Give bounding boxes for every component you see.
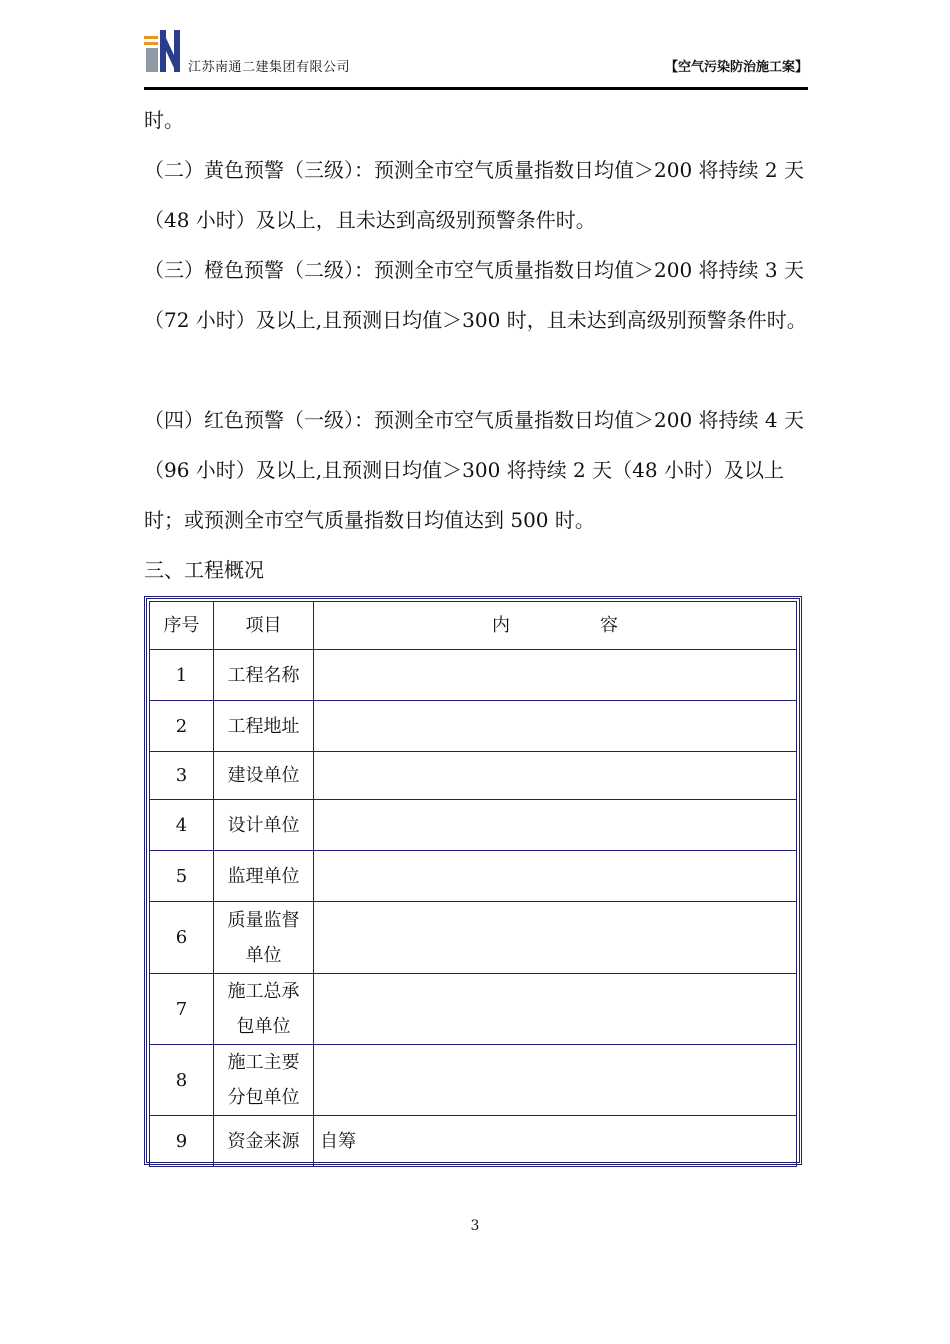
document-title: 【空气污染防治施工案】: [664, 60, 808, 75]
paragraph-continuation: 时。: [144, 108, 184, 132]
section-heading: 三、工程概况: [144, 558, 264, 582]
table-row: [150, 800, 797, 851]
row-content: [314, 1045, 797, 1116]
row-num: 6: [150, 902, 214, 974]
company-logo: [144, 28, 182, 72]
row-num: 7: [150, 974, 214, 1045]
row-item: 建设单位: [214, 752, 314, 800]
row-item: 施工主要分包单位: [214, 1045, 314, 1116]
table-row: [150, 1045, 797, 1116]
table-row: [150, 752, 797, 800]
row-item: 工程名称: [214, 650, 314, 701]
row-content: [314, 974, 797, 1045]
table-row: [150, 902, 797, 974]
header-divider: [144, 87, 808, 90]
company-name: 江苏南通二建集团有限公司: [188, 60, 351, 75]
row-num: 3: [150, 752, 214, 800]
paragraph-orange-warning: （三）橙色预警（二级）：预测全市空气质量指数日均值＞200 将持续 3 天（72 小时）及以上,且预测日均值＞300 时，且未达到高级别预警条件时。: [144, 258, 807, 332]
project-overview-table: [144, 596, 802, 1165]
header-item: 项目: [214, 602, 314, 650]
row-item: 施工总承包单位: [214, 974, 314, 1045]
row-content: [314, 752, 797, 800]
row-item: 监理单位: [214, 851, 314, 902]
row-content: [314, 902, 797, 974]
row-content: [314, 851, 797, 902]
row-item: 工程地址: [214, 701, 314, 752]
row-item: 质量监督单位: [214, 902, 314, 974]
table-row: [150, 1116, 797, 1167]
row-content: [314, 701, 797, 752]
table-row: [150, 701, 797, 752]
table-row: [150, 974, 797, 1045]
paragraph-red-warning: （四）红色预警（一级）：预测全市空气质量指数日均值＞200 将持续 4 天（96 小时）及以上,且预测日均值＞300 将持续 2 天（48 小时）及以上时；或预测全市空气质量指数日均值达到 500 时。: [144, 408, 804, 532]
row-num: 1: [150, 650, 214, 701]
header-content: 内 容: [314, 602, 797, 650]
row-num: 5: [150, 851, 214, 902]
row-num: 4: [150, 800, 214, 851]
row-item: 设计单位: [214, 800, 314, 851]
row-num: 8: [150, 1045, 214, 1116]
table-header-row: [150, 602, 797, 650]
row-num: 9: [150, 1116, 214, 1167]
row-content: [314, 650, 797, 701]
header-num: 序号: [150, 602, 214, 650]
table-row: [150, 851, 797, 902]
paragraph-yellow-warning: （二）黄色预警（三级）：预测全市空气质量指数日均值＞200 将持续 2 天（48 小时）及以上，且未达到高级别预警条件时。: [144, 158, 804, 232]
page-number: 3: [470, 1218, 480, 1234]
table-row: [150, 650, 797, 701]
row-num: 2: [150, 701, 214, 752]
row-content: 自筹: [314, 1116, 797, 1167]
row-content: [314, 800, 797, 851]
row-item: 资金来源: [214, 1116, 314, 1167]
